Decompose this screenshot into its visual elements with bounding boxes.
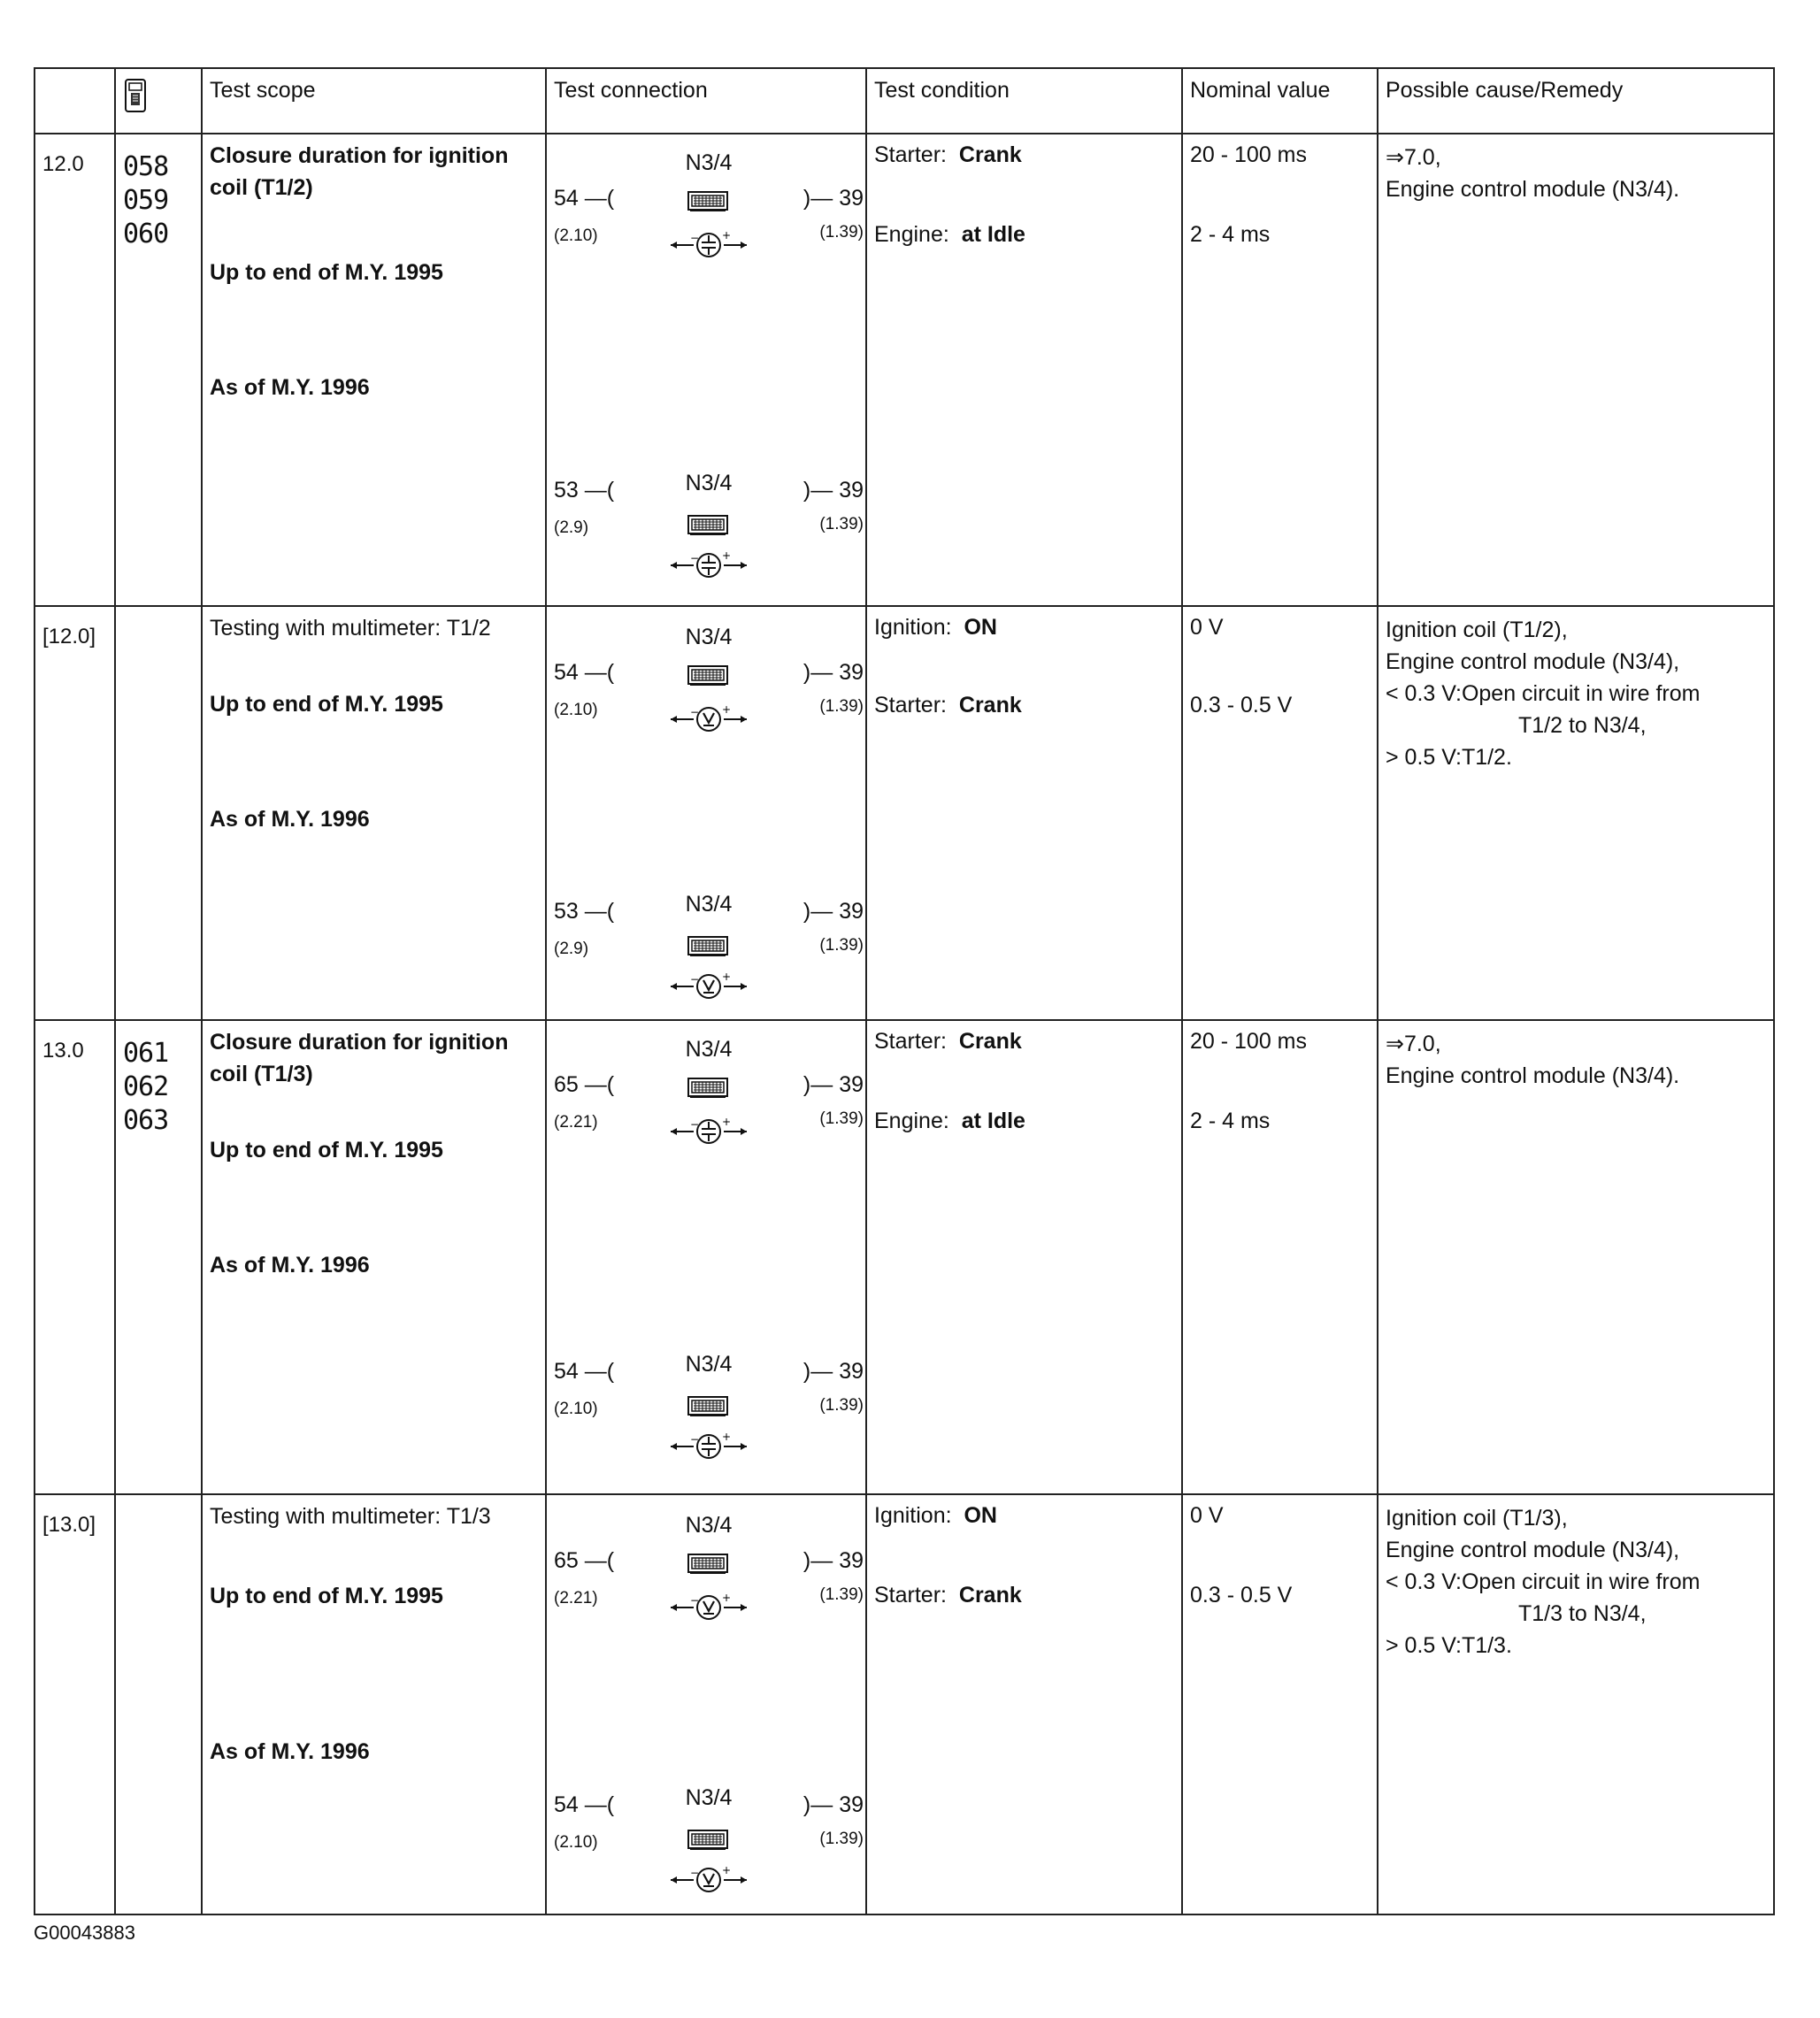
left-pin: 65 —( [554, 1072, 615, 1097]
condition-1: Starter: Crank [874, 1029, 1022, 1054]
condition-2: Engine: at Idle [874, 1109, 1025, 1133]
test-scope [202, 134, 546, 606]
scope-up-to-1995: Up to end of M.Y. 1995 [210, 692, 443, 717]
cause-line: Ignition coil (T1/3), [1386, 1506, 1568, 1531]
cause-line: Ignition coil (T1/2), [1386, 618, 1568, 642]
voltmeter-icon [669, 1592, 749, 1623]
test-connection [546, 1020, 866, 1494]
scope-as-of-1996: As of M.Y. 1996 [210, 1739, 370, 1764]
right-pin-ref: (1.39) [819, 515, 864, 533]
right-pin-ref: (1.39) [819, 936, 864, 955]
voltmeter-icon [669, 704, 749, 734]
table-row [35, 606, 1774, 1020]
possible-cause [1378, 1494, 1774, 1914]
fault-code: 062 [123, 1071, 169, 1102]
scope-title: Testing with multimeter: T1/2 [210, 616, 491, 641]
nominal-2: 2 - 4 ms [1190, 1109, 1271, 1133]
left-pin-ref: (2.10) [554, 1400, 598, 1418]
right-pin: )— 39 [802, 660, 864, 685]
connection-diagram [547, 1324, 867, 1456]
connection-diagram [547, 1757, 867, 1890]
left-pin: 54 —( [554, 1792, 615, 1817]
control-module-icon [687, 1078, 728, 1099]
scope-title: Closure duration for ignition coil (T1/3) [210, 1030, 509, 1086]
row-number: 12.0 [35, 134, 115, 606]
condition-2: Starter: Crank [874, 1583, 1022, 1607]
test-connection [546, 1494, 866, 1914]
right-pin-ref: (1.39) [819, 1396, 864, 1415]
left-pin-ref: (2.21) [554, 1589, 598, 1607]
module-label: N3/4 [685, 625, 733, 649]
cause-line: Engine control module (N3/4). [1386, 177, 1680, 202]
connection-diagram [547, 442, 867, 575]
right-pin: )— 39 [802, 1072, 864, 1097]
test-condition [866, 134, 1182, 606]
left-pin: 54 —( [554, 1359, 615, 1384]
module-label: N3/4 [685, 1352, 733, 1377]
header-possible-cause: Possible cause/Remedy [1378, 68, 1774, 134]
condition-1: Starter: Crank [874, 142, 1022, 167]
cause-line: Engine control module (N3/4), [1386, 1538, 1680, 1562]
fault-codes [115, 606, 202, 1020]
fault-code: 059 [123, 185, 169, 216]
right-pin: )— 39 [802, 478, 864, 503]
module-label: N3/4 [685, 1785, 733, 1810]
cause-line: Engine control module (N3/4), [1386, 649, 1680, 674]
left-pin-ref: (2.21) [554, 1113, 598, 1132]
left-pin-ref: (2.9) [554, 518, 589, 537]
left-pin: 65 —( [554, 1548, 615, 1573]
module-label: N3/4 [685, 1037, 733, 1062]
table-row [35, 1494, 1774, 1914]
fault-codes [115, 134, 202, 606]
nominal-value [1182, 134, 1378, 606]
test-table [34, 67, 1775, 1915]
nominal-value [1182, 1020, 1378, 1494]
scope-up-to-1995: Up to end of M.Y. 1995 [210, 260, 443, 285]
test-scope [202, 606, 546, 1020]
nominal-2: 0.3 - 0.5 V [1190, 1583, 1293, 1607]
control-module-icon [687, 1554, 728, 1575]
nominal-value [1182, 606, 1378, 1020]
nominal-1: 0 V [1190, 615, 1224, 640]
handheld-tester-icon [123, 78, 148, 113]
header-test-connection: Test connection [546, 68, 866, 134]
condition-2: Engine: at Idle [874, 222, 1025, 247]
capacitor-meter-icon [669, 550, 749, 580]
right-pin: )— 39 [802, 1359, 864, 1384]
nominal-1: 20 - 100 ms [1190, 1029, 1308, 1054]
header-test-condition: Test condition [866, 68, 1182, 134]
cause-line: T1/2 to N3/4, [1518, 713, 1647, 738]
scope-as-of-1996: As of M.Y. 1996 [210, 807, 370, 832]
test-condition [866, 606, 1182, 1020]
fault-code: 063 [123, 1105, 169, 1136]
connection-diagram [547, 1513, 867, 1646]
nominal-value [1182, 1494, 1378, 1914]
control-module-icon [687, 1396, 728, 1417]
right-pin: )— 39 [802, 1548, 864, 1573]
header-tester-icon [115, 68, 202, 134]
right-pin: )— 39 [802, 899, 864, 924]
test-scope [202, 1494, 546, 1914]
condition-1: Ignition: ON [874, 615, 997, 640]
left-pin: 54 —( [554, 186, 615, 211]
control-module-icon [687, 515, 728, 536]
control-module-icon [687, 936, 728, 957]
connection-diagram [547, 863, 867, 996]
scope-title: Testing with multimeter: T1/3 [210, 1504, 491, 1529]
test-condition [866, 1020, 1182, 1494]
capacitor-meter-icon [669, 1431, 749, 1462]
left-pin-ref: (2.9) [554, 940, 589, 958]
cause-line: > 0.5 V:T1/3. [1386, 1633, 1512, 1658]
test-scope [202, 1020, 546, 1494]
possible-cause [1378, 134, 1774, 606]
cause-line: < 0.3 V:Open circuit in wire from [1386, 1569, 1701, 1594]
cause-line: < 0.3 V:Open circuit in wire from [1386, 681, 1701, 706]
scope-as-of-1996: As of M.Y. 1996 [210, 375, 370, 400]
document-id: G00043883 [34, 1922, 135, 1944]
right-pin-ref: (1.39) [819, 1585, 864, 1604]
fault-code: 061 [123, 1038, 169, 1069]
nominal-1: 0 V [1190, 1503, 1224, 1528]
module-label: N3/4 [685, 1513, 733, 1538]
scope-title: Closure duration for ignition coil (T1/2) [210, 143, 509, 200]
left-pin-ref: (2.10) [554, 701, 598, 719]
nominal-2: 0.3 - 0.5 V [1190, 693, 1293, 717]
left-pin: 54 —( [554, 660, 615, 685]
cause-line: Engine control module (N3/4). [1386, 1063, 1680, 1088]
header-nominal-value: Nominal value [1182, 68, 1378, 134]
capacitor-meter-icon [669, 230, 749, 260]
cause-line: T1/3 to N3/4, [1518, 1601, 1647, 1626]
right-pin-ref: (1.39) [819, 223, 864, 242]
left-pin-ref: (2.10) [554, 226, 598, 245]
condition-1: Ignition: ON [874, 1503, 997, 1528]
cause-line: > 0.5 V:T1/2. [1386, 745, 1512, 770]
fault-codes [115, 1494, 202, 1914]
row-number: [13.0] [35, 1494, 115, 1914]
right-pin-ref: (1.39) [819, 697, 864, 716]
fault-code: 060 [123, 219, 169, 249]
control-module-icon [687, 191, 728, 212]
header-number [35, 68, 115, 134]
test-condition [866, 1494, 1182, 1914]
control-module-icon [687, 1830, 728, 1851]
module-label: N3/4 [685, 471, 733, 495]
module-label: N3/4 [685, 150, 733, 175]
test-connection [546, 134, 866, 606]
voltmeter-icon [669, 1865, 749, 1895]
voltmeter-icon [669, 971, 749, 1001]
scope-up-to-1995: Up to end of M.Y. 1995 [210, 1584, 443, 1608]
connection-diagram [547, 625, 867, 757]
cause-line: ⇒7.0, [1386, 145, 1441, 170]
fault-code: 058 [123, 151, 169, 182]
test-connection [546, 606, 866, 1020]
left-pin: 53 —( [554, 478, 615, 503]
table-header-row [35, 68, 1774, 134]
module-label: N3/4 [685, 892, 733, 917]
fault-codes [115, 1020, 202, 1494]
right-pin-ref: (1.39) [819, 1830, 864, 1848]
control-module-icon [687, 665, 728, 687]
possible-cause [1378, 606, 1774, 1020]
cause-line: ⇒7.0, [1386, 1032, 1441, 1056]
right-pin: )— 39 [802, 186, 864, 211]
connection-diagram [547, 1037, 867, 1170]
left-pin-ref: (2.10) [554, 1833, 598, 1852]
nominal-1: 20 - 100 ms [1190, 142, 1308, 167]
possible-cause [1378, 1020, 1774, 1494]
row-number: [12.0] [35, 606, 115, 1020]
row-number: 13.0 [35, 1020, 115, 1494]
scope-up-to-1995: Up to end of M.Y. 1995 [210, 1138, 443, 1162]
nominal-2: 2 - 4 ms [1190, 222, 1271, 247]
connection-diagram [547, 150, 867, 283]
header-test-scope: Test scope [202, 68, 546, 134]
capacitor-meter-icon [669, 1116, 749, 1147]
table-row [35, 1020, 1774, 1494]
right-pin: )— 39 [802, 1792, 864, 1817]
left-pin: 53 —( [554, 899, 615, 924]
scope-as-of-1996: As of M.Y. 1996 [210, 1253, 370, 1278]
right-pin-ref: (1.39) [819, 1109, 864, 1128]
test-table-page [34, 67, 1773, 1914]
condition-2: Starter: Crank [874, 693, 1022, 717]
table-row [35, 134, 1774, 606]
